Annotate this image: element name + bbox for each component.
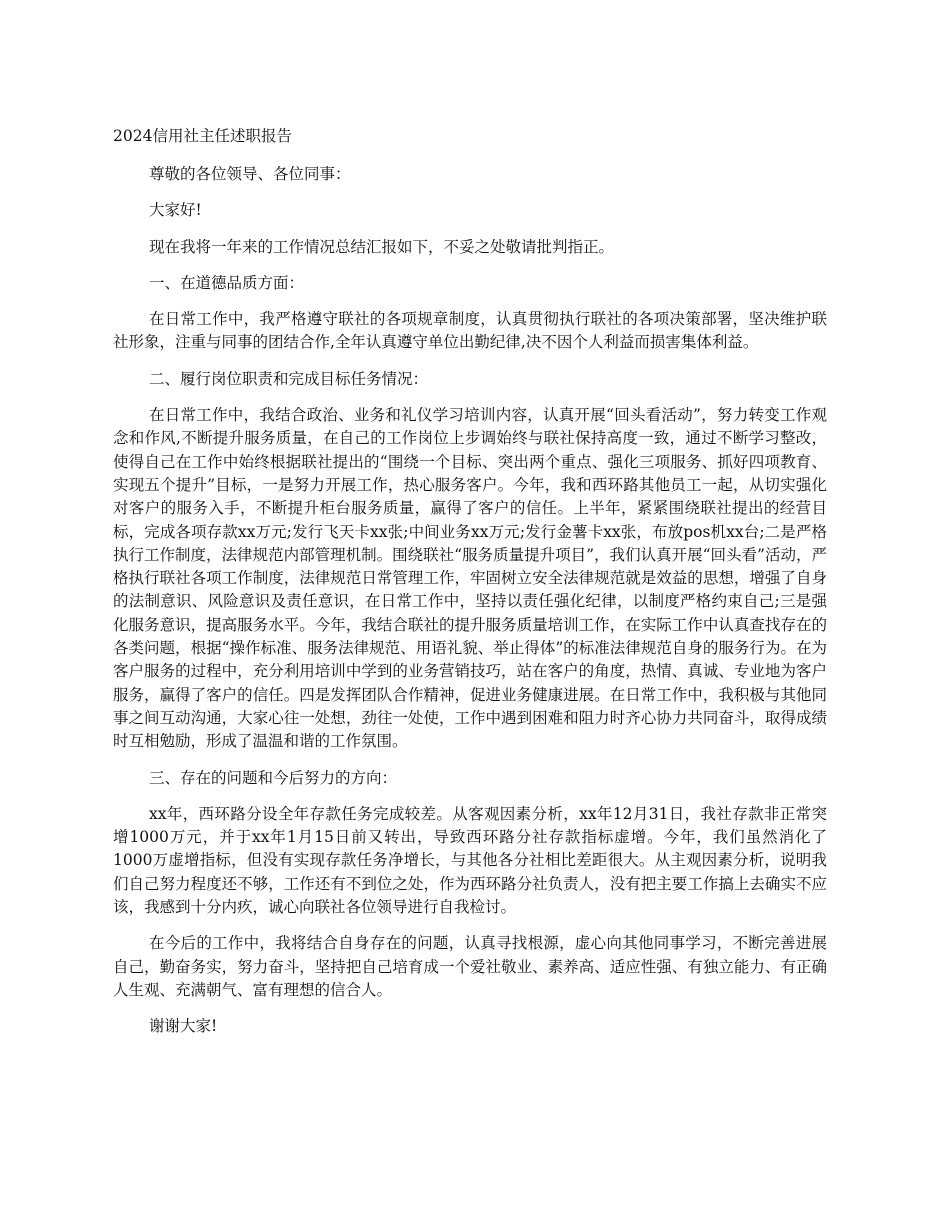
- section-heading-duties: 二、履行岗位职责和完成目标任务情况：: [149, 369, 429, 388]
- section-heading-morality: 一、在道德品质方面：: [149, 273, 305, 292]
- document-title: 2024信用社主任述职报告: [113, 127, 292, 145]
- document-page: [113, 124, 827, 1052]
- morality-paragraph: 在日常工作中，我严格遵守联社的各项规章制度，认真贯彻执行联社的各项决策部署，坚决维护联社形象，注重与同事的团结合作,全年认真遵守单位出勤纪律,决不因个人利益而损害集体利益。: [113, 310, 827, 352]
- future-paragraph: 在今后的工作中，我将结合自身存在的问题，认真寻找根源，虚心向其他同事学习，不断完善进展自己，勤奋务实，努力奋斗，坚持把自己培育成一个爱社敬业、素养高、适应性强、有独立能力、有正确人生观、充满朝气、富有理想的信合人。: [113, 934, 827, 999]
- salutation: 尊敬的各位领导、各位同事：: [149, 165, 351, 183]
- greeting: 大家好!: [149, 201, 202, 220]
- section-heading-problems: 三、存在的问题和今后努力的方向：: [149, 768, 398, 787]
- duties-paragraph: 在日常工作中，我结合政治、业务和礼仪学习培训内容，认真开展“回头看活动”，努力转变工作观念和作风,不断提升服务质量，在自己的工作岗位上步调始终与联社保持高度一致，通过不断学习整改，使得自己在工作中始终根据联社提出的“围绕一个目标、突出两个重点、强化三项服务、抓好四项教育、实现五个提升”目标，一是努力开展工作，热心服务客户。今年，我和西环路其他员工一起，从切实强化对客户的服务入手，不断提升柜台服务质量，赢得了客户的信任。上半年，紧紧围绕联社提出的经营目标，完成各项存款xx万元;发行飞天卡xx张;中间业务xx万元;发行金薯卡xx张，布放pos机xx台;二是严格执行工作制度，法律规范内部管理机制。围绕联社“服务质量提升项目”，我们认真开展“回头看”活动，严格执行联社各项工作制度，法律规范日常管理工作，牢固树立安全法律规范就是效益的思想，增强了自身的法制意识、风险意识及责任意识，在日常工作中，坚持以责任强化纪律，以制度严格约束自己;三是强化服务意识，提高服务水平。今年，我结合联社的提升服务质量培训工作，在实际工作中认真查找存在的各类问题，根据“操作标准、服务法律规范、用语礼貌、举止得体”的标准法律规范自身的服务行为。在为客户服务的过程中，充分利用培训中学到的业务营销技巧，站在客户的角度，热情、真诚、专业地为客户服务，赢得了客户的信任。四是发挥团队合作精神，促进业务健康进展。在日常工作中，我积极与其他同事之间互动沟通，大家心往一处想，劲往一处使，工作中遇到困难和阻力时齐心协力共同奋斗，取得成绩时互相勉励，形成了温温和谐的工作氛围。: [113, 406, 827, 751]
- problems-paragraph: xx年，西环路分设全年存款任务完成较差。从客观因素分析，xx年12月31日，我社存款非正常突增1000万元，并于xx年1月15日前又转出，导致西环路分社存款指标虚增。今年，我们虽然消化了1000万虚增指标，但没有实现存款任务净增长，与其他各分社相比差距很大。从主观因素分析，说明我们自己努力程度还不够，工作还有不到位之处，作为西环路分社负责人，没有把主要工作搞上去确实不应该，我感到十分内疚，诚心向联社各位领导进行自我检讨。: [113, 804, 827, 917]
- intro-paragraph: 现在我将一年来的工作情况总结汇报如下，不妥之处敬请批判指正。: [149, 237, 615, 256]
- closing-thanks: 谢谢大家!: [149, 1017, 218, 1036]
